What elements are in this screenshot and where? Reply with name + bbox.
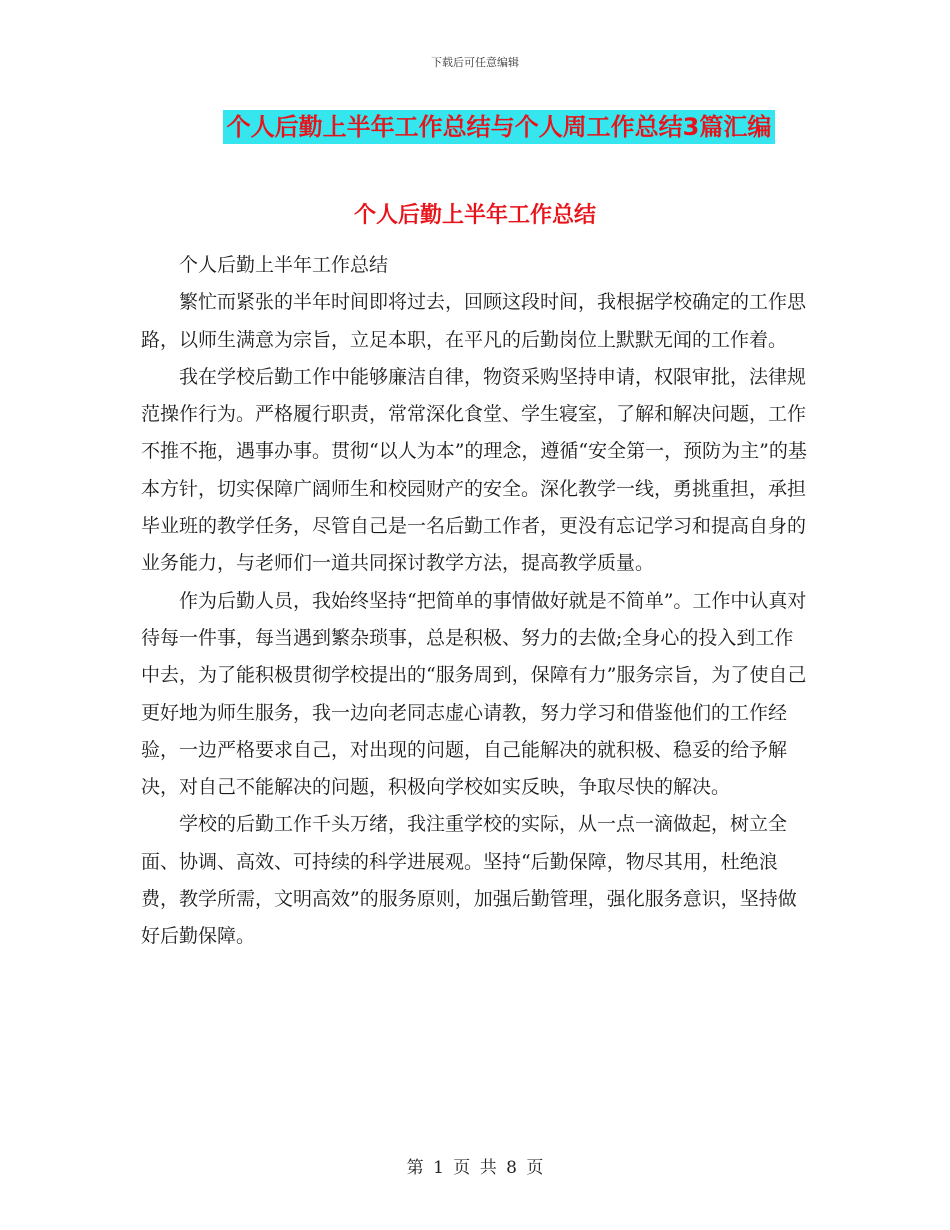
document-body [141,247,811,956]
paragraph: 个人后勤上半年工作总结 [179,254,389,276]
paragraph: 繁忙而紧张的半年时间即将过去，回顾这段时间，我根据学校确定的工作思路，以师生满意为宗旨，立足本职，在平凡的后勤岗位上默默无闻的工作着。 [141,291,807,351]
paragraph: 作为后勤人员，我始终坚持“把简单的事情做好就是不简单”。工作中认真对待每一件事，每当遇到繁杂琐事，总是积极、努力的去做;全身心的投入到工作中去，为了能积极贯彻学校提出的“服务周到，保障有力”服务宗旨，为了使自己更好地为师生服务，我一边向老同志虚心请教，努力学习和借鉴他们的工作经验，一边严格要求自己，对出现的问题，自己能解决的就积极、稳妥的给予解决，对自己不能解决的问题，积极向学校如实反映，争取尽快的解决。 [141,589,807,799]
document-title-container [0,110,950,144]
document-title: 个人后勤上半年工作总结与个人周工作总结3篇汇编 [223,110,776,144]
paragraph: 我在学校后勤工作中能够廉洁自律，物资采购坚持申请，权限审批，法律规范操作行为。严格履行职责，常常深化食堂、学生寝室，了解和解决问题，工作不推不拖，遇事办事。贯彻“以人为本”的理念，遵循“安全第一，预防为主”的基本方针，切实保障广阔师生和校园财产的安全。深化教学一线，勇挑重担，承担毕业班的教学任务，尽管自己是一名后勤工作者，更没有忘记学习和提高自身的业务能力，与老师们一道共同探讨教学方法，提高教学质量。 [141,365,807,575]
section-title: 个人后勤上半年工作总结 [353,203,596,228]
page-header-note: 下载后可任意编辑 [431,56,519,69]
page-footer: 第 1 页 共 8 页 [406,1158,544,1178]
paragraph: 学校的后勤工作千头万绪，我注重学校的实际，从一点一滴做起，树立全面、协调、高效、可持续的科学进展观。坚持“后勤保障，物尽其用，杜绝浪费，教学所需，文明高效”的服务原则，加强后勤管理，强化服务意识，坚持做好后勤保障。 [141,813,797,948]
